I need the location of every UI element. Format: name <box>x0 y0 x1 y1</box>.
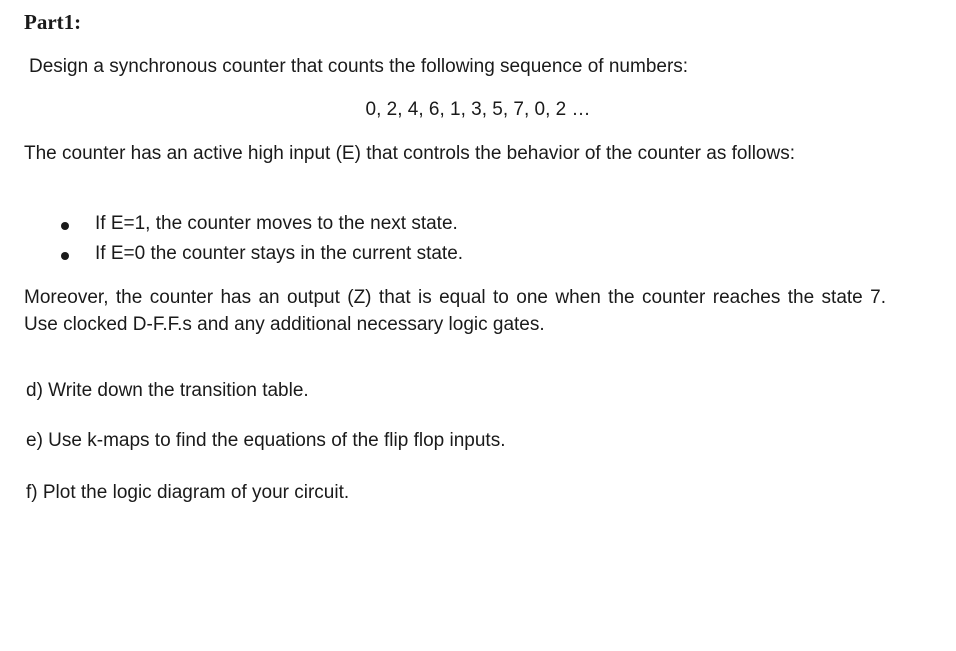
bullet-item-e0: If E=0 the counter stays in the current state. <box>95 243 464 264</box>
task-e: e) Use k-maps to find the equations of the flip flop inputs. <box>26 430 506 451</box>
part-heading: Part1: <box>24 10 82 34</box>
paragraph-output-description: Moreover, the counter has an output (Z) that is equal to one when the counter reaches the state 7. Use clocked D-F.F.s and any additional necessary logic gates. <box>24 287 886 335</box>
bullet-icon <box>61 252 69 260</box>
paragraph-input-description: The counter has an active high input (E) that controls the behavior of the counter as follows: <box>24 143 795 164</box>
bullet-icon <box>61 222 69 230</box>
task-d: d) Write down the transition table. <box>26 380 309 401</box>
task-f: f) Plot the logic diagram of your circuit. <box>26 482 350 503</box>
bullet-item-e1: If E=1, the counter moves to the next state. <box>95 213 458 234</box>
number-sequence: 0, 2, 4, 6, 1, 3, 5, 7, 0, 2 … <box>365 99 591 120</box>
intro-text: Design a synchronous counter that counts the following sequence of numbers: <box>29 56 689 77</box>
